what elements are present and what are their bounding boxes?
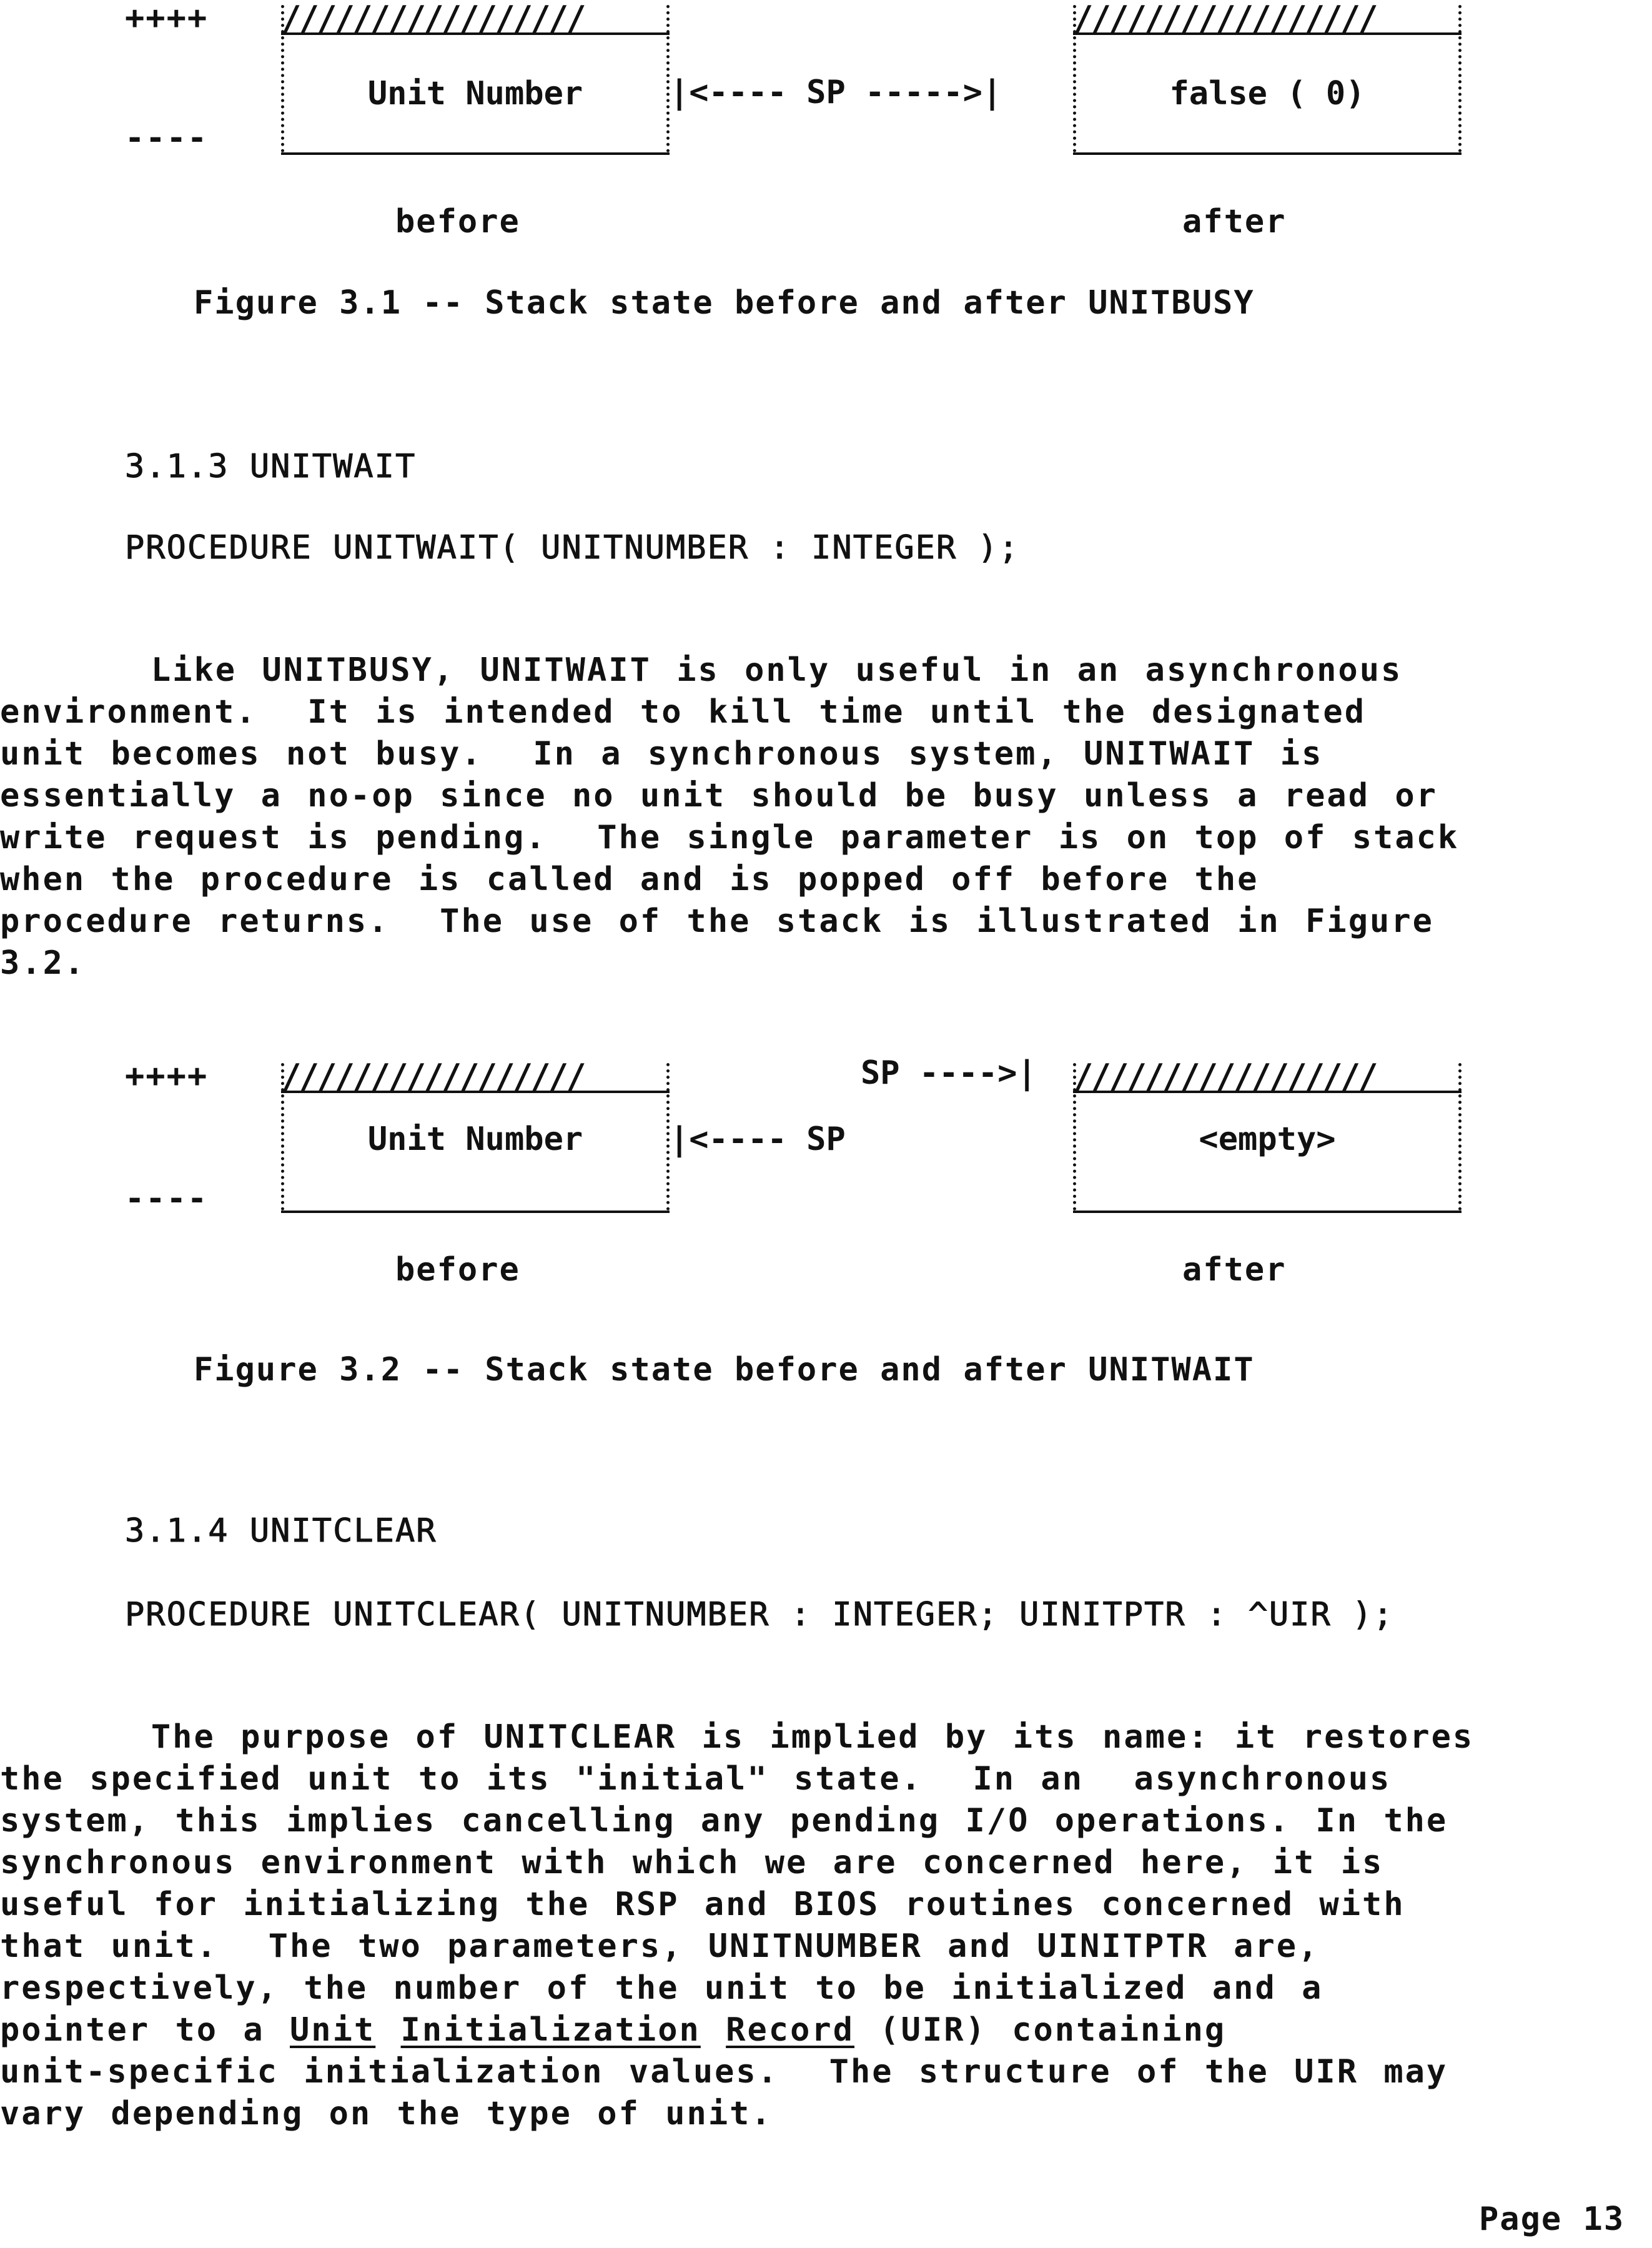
stack-bottom-marker: ---- (125, 1180, 209, 1217)
paragraph-line: write request is pending. The single parameter is on top of stack (0, 819, 1460, 856)
sp-arrow-before: |<---- SP (670, 1121, 846, 1158)
paragraph-line: when the procedure is called and is popped off before the (0, 861, 1259, 898)
hatch-before: ///////////////// (281, 1063, 670, 1093)
paragraph-line: useful for initializing the RSP and BIOS routines concerned with (0, 1886, 1405, 1923)
hatch-before: ///////////////// (281, 5, 670, 35)
empty-label: <empty> (1199, 1121, 1336, 1158)
paragraph-line: essentially a no-op since no unit should be busy unless a read or (0, 777, 1438, 815)
paragraph-line: The purpose of UNITCLEAR is implied by its name: it restores (0, 1718, 1475, 1756)
stack-cell-after (1073, 5, 1462, 155)
sp-arrow: |<---- SP ----->| (670, 74, 1002, 111)
before-label: before (395, 203, 520, 240)
unitwait-paragraph (0, 650, 1636, 984)
figure-3-2 (0, 1049, 1652, 1312)
figure-3-1-caption: Figure 3.1 -- Stack state before and after UNITBUSY (194, 284, 1255, 322)
false-value-label: false ( 0) (1169, 75, 1365, 112)
unitclear-paragraph (0, 1716, 1636, 2135)
paragraph-line: unit becomes not busy. In a synchronous system, UNITWAIT is (0, 735, 1323, 773)
underlined-word-initialization: Initialization (400, 2011, 701, 2049)
paragraph-line: system, this implies cancelling any pending I/O operations. In the (0, 1802, 1448, 1839)
sp-arrow-after: SP ---->| (861, 1054, 1037, 1092)
underlined-word-record: Record (726, 2011, 854, 2049)
page-number: Page 13 (1479, 2201, 1625, 2238)
uir-suffix: (UIR) containing (854, 2011, 1227, 2049)
unit-number-label: Unit Number (367, 75, 583, 112)
stack-top-marker: ++++ (125, 1057, 209, 1095)
paragraph-line: that unit. The two parameters, UNITNUMBER and UINITPTR are, (0, 1928, 1320, 1965)
paragraph-line: environment. It is intended to kill time until the designated (0, 693, 1367, 731)
hatch-after: ///////////////// (1073, 1063, 1462, 1093)
section-heading-3-1-3: 3.1.3 UNITWAIT (125, 448, 417, 485)
paragraph-line: the specified unit to its "initial" state. In an asynchronous (0, 1760, 1392, 1798)
paragraph-line-uir (0, 2009, 1636, 2051)
uir-prefix: pointer to a (0, 2011, 290, 2049)
figure-3-2-caption: Figure 3.2 -- Stack state before and after UNITWAIT (194, 1351, 1255, 1389)
paragraph-line: 3.2. (0, 944, 86, 982)
paragraph-line: respectively, the number of the unit to be initialized and a (0, 1969, 1323, 2007)
figure-3-1 (0, 0, 1652, 262)
stack-cell-before (281, 1063, 670, 1213)
underlined-word-unit: Unit (290, 2011, 376, 2049)
stack-bottom-marker: ---- (125, 119, 209, 157)
paragraph-line: vary depending on the type of unit. (0, 2095, 773, 2132)
paragraph-line: synchronous environment with which we are concerned here, it is (0, 1844, 1384, 1881)
unitclear-signature: PROCEDURE UNITCLEAR( UNITNUMBER : INTEGER; UINITPTR : ^UIR ); (125, 1596, 1394, 1633)
after-label: after (1182, 203, 1287, 240)
paragraph-line: unit-specific initialization values. The structure of the UIR may (0, 2053, 1448, 2091)
hatch-after: ///////////////// (1073, 5, 1462, 35)
section-heading-3-1-4: 3.1.4 UNITCLEAR (125, 1512, 437, 1550)
after-label: after (1182, 1251, 1287, 1289)
before-label: before (395, 1251, 520, 1289)
unit-number-label: Unit Number (367, 1121, 583, 1158)
stack-top-marker: ++++ (125, 0, 209, 37)
stack-cell-after (1073, 1063, 1462, 1213)
paragraph-line: Like UNITBUSY, UNITWAIT is only useful in an asynchronous (0, 651, 1403, 689)
stack-cell-before (281, 5, 670, 155)
paragraph-line: procedure returns. The use of the stack is illustrated in Figure (0, 903, 1434, 940)
unitwait-signature: PROCEDURE UNITWAIT( UNITNUMBER : INTEGER ); (125, 529, 1020, 567)
